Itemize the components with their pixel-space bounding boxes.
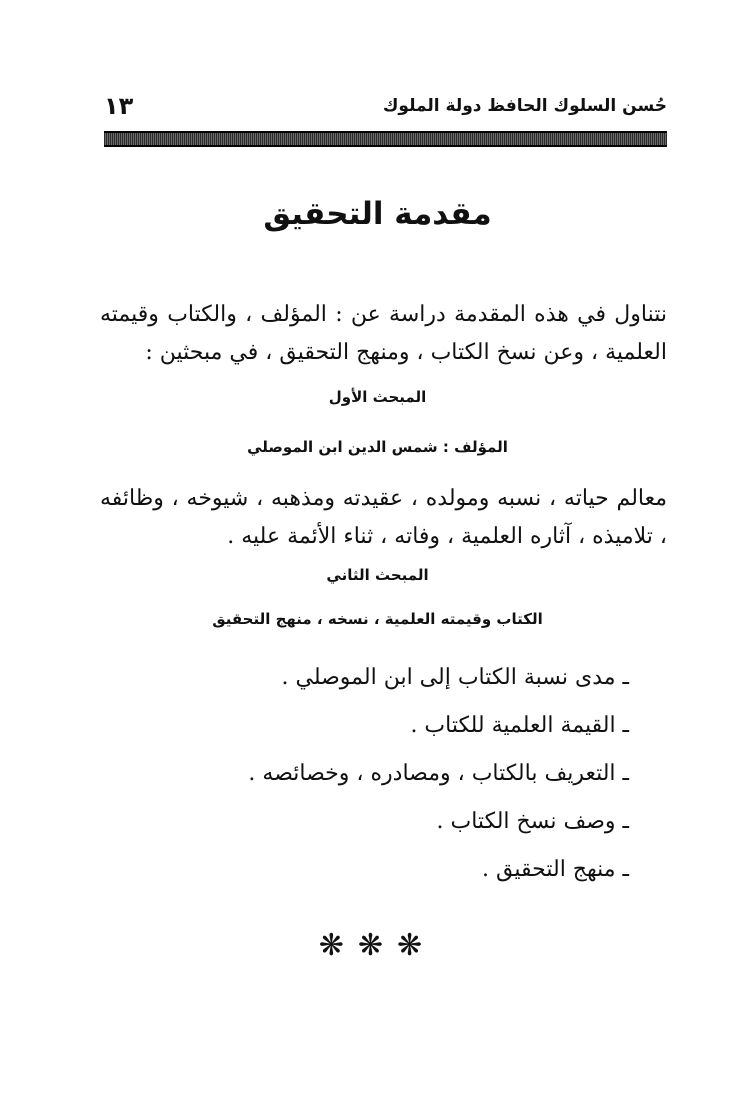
page-number: ١٣ [104,92,134,120]
section-2-subheading: الكتاب وقيمته العلمية ، نسخه ، منهج التحقيق [212,610,543,628]
list-item: ـ مدى نسبة الكتاب إلى ابن الموصلي . [281,665,629,690]
list-item: ـ وصف نسخ الكتاب . [436,809,629,834]
section-1-heading: المبحث الأول [328,388,427,406]
asterism-ornament: ❋❋❋ [318,928,437,963]
section-2-list [248,656,629,896]
header-rule [104,131,667,147]
chapter-title: مقدمة التحقيق [263,196,492,232]
intro-paragraph: نتناول في هذه المقدمة دراسة عن : المؤلف ، والكتاب وقيمته العلمية ، وعن نسخ الكتاب ، ومنهج التحقيق ، في مبحثين : [100,302,667,365]
list-item: ـ منهج التحقيق . [482,857,629,882]
running-title: حُسن السلوك الحافظ دولة الملوك [382,96,667,116]
section-2-heading: المبحث الثاني [326,566,429,584]
section-1-paragraph: معالم حياته ، نسبه ومولده ، عقيدته ومذهبه ، شيوخه ، وظائفه ، تلاميذه ، آثاره العلمية ، وفاته ، ثناء الأئمة عليه . [100,486,667,549]
running-header [104,92,667,128]
list-item: ـ القيمة العلمية للكتاب . [410,713,629,738]
section-1-subheading: المؤلف : شمس الدين ابن الموصلي [247,438,508,456]
list-item: ـ التعريف بالكتاب ، ومصادره ، وخصائصه . [248,761,629,786]
